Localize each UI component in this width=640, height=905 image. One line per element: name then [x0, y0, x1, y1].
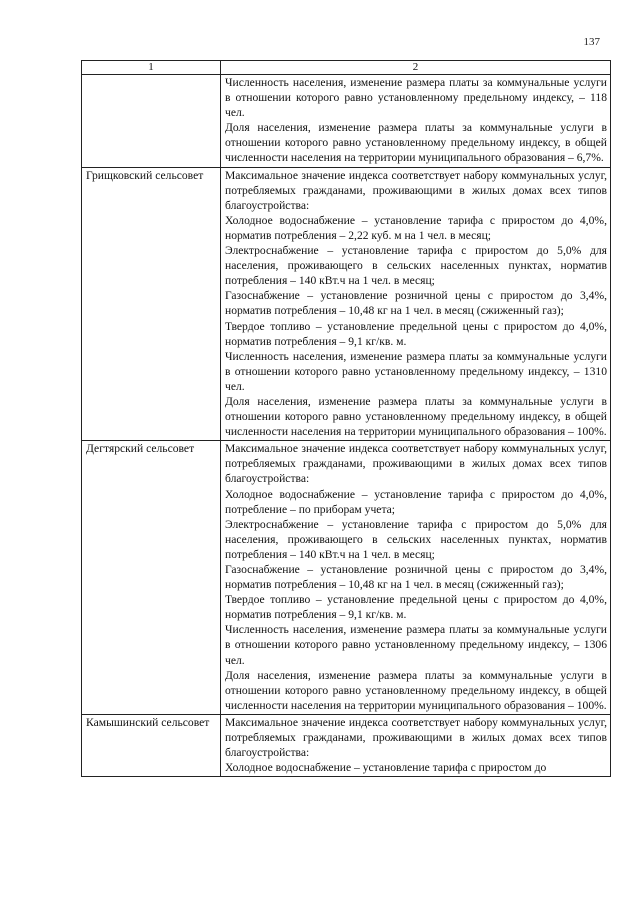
description-paragraph: Численность населения, изменение размера платы за коммунальные услуги в отношении которого равно установленному предельному индексу, – 1310 чел. [225, 349, 607, 393]
municipality-name: Камышинский сельсовет [82, 714, 221, 776]
description-paragraph: Максимальное значение индекса соответствует набору коммунальных услуг, потребляемых гражданами, проживающими в жилых домах всех типов благоустройства: [225, 715, 607, 760]
description-paragraph: Холодное водоснабжение – установление тарифа с приростом до 4,0%, норматив потребления – 2,22 куб. м на 1 чел. в месяц; [225, 213, 607, 242]
table-header-row [82, 61, 611, 75]
tariff-description [221, 167, 611, 441]
description-paragraph: Доля населения, изменение размера платы за коммунальные услуги в отношении которого равно установленному предельному индексу, в общей численности населения на территории муниципального образования – 100%. [225, 668, 607, 712]
description-paragraph: Доля населения, изменение размера платы за коммунальные услуги в отношении которого равно установленному предельному индексу, в общей численности населения на территории муниципального образования – 6,7%. [225, 121, 607, 165]
column-header-2: 2 [221, 61, 611, 75]
municipality-name: Дегтярский сельсовет [82, 441, 221, 715]
description-paragraph: Газоснабжение – установление розничной цены с приростом до 3,4%, норматив потребления – 10,48 кг на 1 чел. в месяц (сжиженный газ); [225, 563, 607, 592]
description-paragraph: Численность населения, изменение размера платы за коммунальные услуги в отношении которого равно установленному предельному индексу, – 118 чел. [225, 76, 607, 120]
description-paragraph: Газоснабжение – установление розничной цены с приростом до 3,4%, норматив потребления – 10,48 кг на 1 чел. в месяц (сжиженный газ); [225, 289, 607, 318]
description-paragraph: Доля населения, изменение размера платы за коммунальные услуги в отношении которого равно установленному предельному индексу, в общей численности населения на территории муниципального образования – 100%. [225, 394, 607, 439]
municipality-name [82, 75, 221, 168]
description-paragraph: Холодное водоснабжение – установление тарифа с приростом до [225, 761, 547, 775]
tariff-description [221, 441, 611, 715]
description-paragraph: Максимальное значение индекса соответствует набору коммунальных услуг, потребляемых гражданами, проживающими в жилых домах всех типов благоустройства: [225, 168, 607, 212]
description-paragraph: Холодное водоснабжение – установление тарифа с приростом до 4,0%, потребление – по приборам учета; [225, 487, 607, 516]
document-table [81, 60, 611, 777]
municipality-name: Грищковский сельсовет [82, 167, 221, 441]
description-paragraph: Электроснабжение – установление тарифа с приростом до 5,0% для населения, проживающего в сельских населенных пунктах, норматив потребления – 140 кВт.ч на 1 чел. в месяц; [225, 517, 607, 561]
description-paragraph: Твердое топливо – установление предельной цены с приростом до 4,0%, норматив потребления – 9,1 кг/кв. м. [225, 593, 607, 622]
description-paragraph: Численность населения, изменение размера платы за коммунальные услуги в отношении которого равно установленному предельному индексу, – 1306 чел. [225, 623, 607, 667]
description-paragraph: Твердое топливо – установление предельной цены с приростом до 4,0%, норматив потребления – 9,1 кг/кв. м. [225, 319, 607, 348]
column-header-1: 1 [82, 61, 221, 75]
table-body [82, 75, 611, 777]
table-row [82, 167, 611, 441]
tariff-description [221, 75, 611, 168]
table-row [82, 75, 611, 168]
description-paragraph: Максимальное значение индекса соответствует набору коммунальных услуг, потребляемых гражданами, проживающими в жилых домах всех типов благоустройства: [225, 442, 607, 486]
table-row [82, 441, 611, 715]
tariff-description [221, 714, 611, 776]
table-row [82, 714, 611, 776]
page-number: 137 [583, 36, 600, 48]
description-paragraph: Электроснабжение – установление тарифа с приростом до 5,0% для населения, проживающего в сельских населенных пунктах, норматив потребления – 140 кВт.ч на 1 чел. в месяц; [225, 244, 607, 288]
